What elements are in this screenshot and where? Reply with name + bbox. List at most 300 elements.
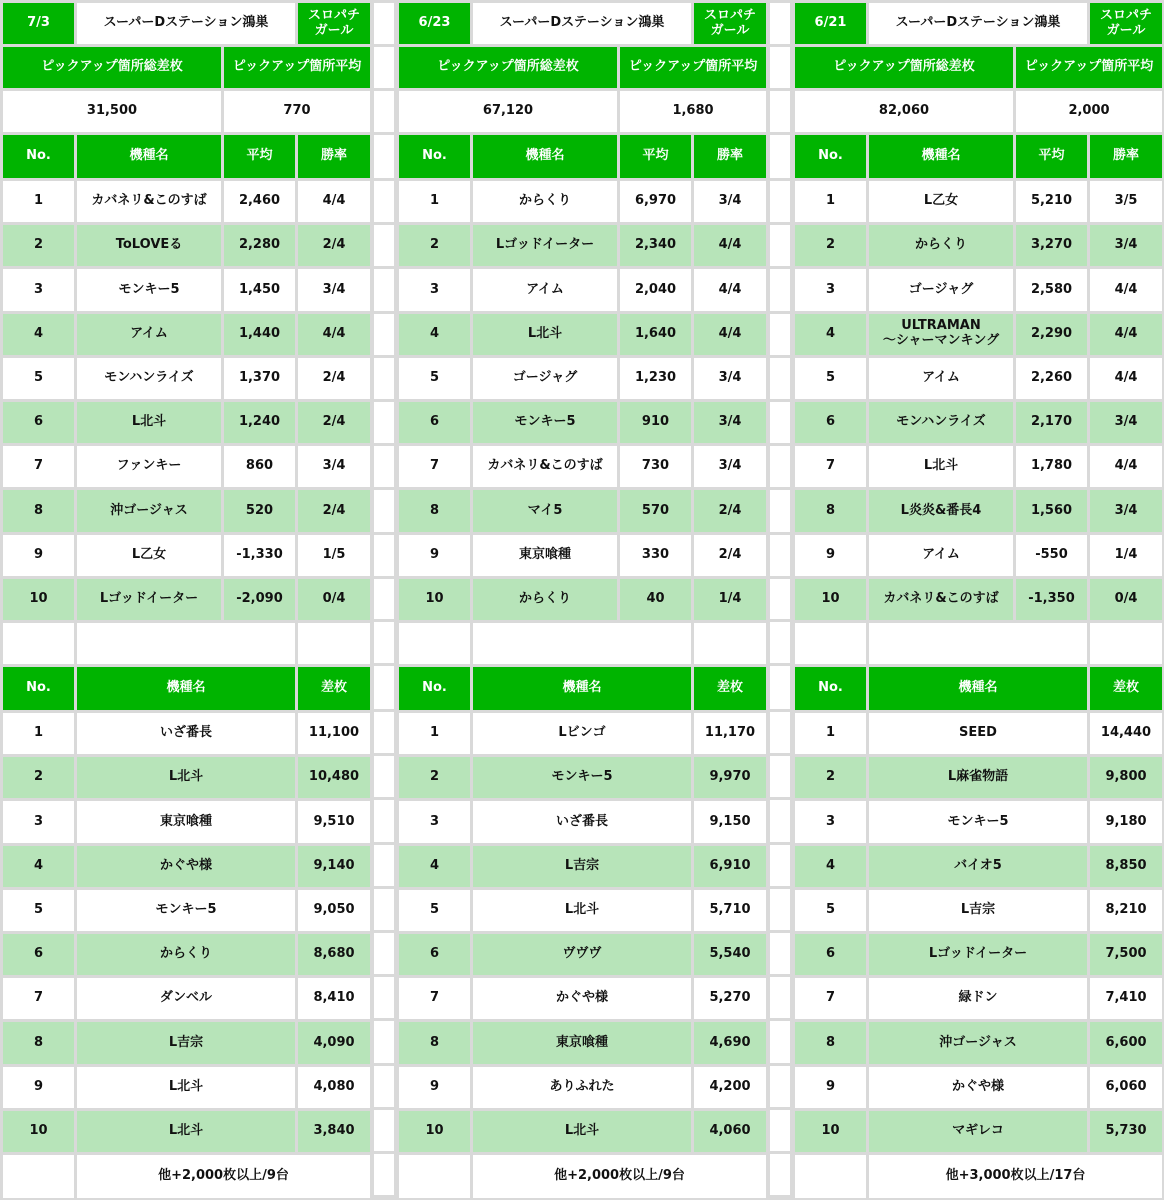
- row-number: 1: [3, 713, 74, 754]
- model-name: 沖ゴージャス: [869, 1022, 1087, 1063]
- model-name: かぐや様: [77, 846, 295, 887]
- gap-cell: [374, 91, 394, 132]
- gap-cell: [770, 47, 790, 88]
- row-number: 10: [3, 1111, 74, 1152]
- average-diff: 1,560: [1016, 490, 1087, 531]
- average-diff: 2,580: [1016, 269, 1087, 310]
- gap-cell: [770, 1021, 790, 1062]
- win-rate: 3/4: [298, 446, 370, 487]
- coin-diff: 11,100: [298, 713, 370, 754]
- win-rate: 3/4: [694, 181, 766, 222]
- ranking-row: [0, 222, 372, 266]
- gap-cell: [374, 269, 394, 310]
- model-name: カバネリ&このすば: [869, 579, 1013, 620]
- average-diff: 520: [224, 490, 295, 531]
- results-panel-6-23: [396, 0, 768, 1200]
- ranking-row: [792, 222, 1164, 266]
- row-number: 1: [795, 713, 866, 754]
- gap-cell: [374, 1110, 394, 1151]
- row-number: 5: [795, 890, 866, 931]
- row-number: 8: [795, 1022, 866, 1063]
- model-name: ゴージャグ: [869, 269, 1013, 310]
- win-rate: 2/4: [298, 402, 370, 443]
- win-rate: 4/4: [694, 314, 766, 355]
- ranking-row: [0, 443, 372, 487]
- machine-row: [0, 798, 372, 842]
- ranking-row: [792, 399, 1164, 443]
- model-name: ファンキー: [77, 446, 221, 487]
- coin-diff: 8,680: [298, 934, 370, 975]
- average-diff: 3,270: [1016, 225, 1087, 266]
- store-name: スーパーDステーション鴻巣: [473, 3, 691, 44]
- row-number: 6: [795, 402, 866, 443]
- ranking-row: [396, 178, 768, 222]
- ranking-row: [396, 399, 768, 443]
- row-number: 1: [399, 713, 470, 754]
- model-name: アイム: [869, 358, 1013, 399]
- model-name: モンキー5: [869, 801, 1087, 842]
- ranking-row: [792, 311, 1164, 355]
- row-number: 8: [3, 490, 74, 531]
- row-number: 2: [3, 225, 74, 266]
- coin-diff: 9,150: [694, 801, 766, 842]
- date-label: 6/23: [399, 3, 470, 44]
- gap-cell: [770, 1066, 790, 1107]
- model-name: ToLOVEる: [77, 225, 221, 266]
- row-number: 2: [399, 225, 470, 266]
- average-diff: 1,640: [620, 314, 691, 355]
- summary-total-header: ピックアップ箇所総差枚: [399, 47, 617, 88]
- coin-diff: 8,410: [298, 978, 370, 1019]
- machine-row: [0, 1019, 372, 1063]
- model-name: モンハンライズ: [77, 358, 221, 399]
- gap-cell: [374, 535, 394, 576]
- gap-cell: [770, 490, 790, 531]
- machine-row: [0, 1108, 372, 1152]
- machine-row: [396, 975, 768, 1019]
- coin-diff: 9,140: [298, 846, 370, 887]
- gap-cell: [770, 1110, 790, 1151]
- row-number: 5: [3, 358, 74, 399]
- col-model-header: 機種名: [869, 667, 1087, 710]
- model-name: かぐや様: [473, 978, 691, 1019]
- machine-row: [792, 843, 1164, 887]
- date-label: 6/21: [795, 3, 866, 44]
- coin-diff: 10,480: [298, 757, 370, 798]
- gap-cell: [770, 622, 790, 663]
- coin-diff: 5,710: [694, 890, 766, 931]
- model-name: からくり: [473, 181, 617, 222]
- row-number: 4: [3, 314, 74, 355]
- col-diff-header: 差枚: [694, 667, 766, 710]
- footer-blank-cell: [399, 1155, 470, 1198]
- coin-diff: 7,410: [1090, 978, 1162, 1019]
- average-diff: 6,970: [620, 181, 691, 222]
- win-rate: 0/4: [1090, 579, 1162, 620]
- ranking-row: [0, 532, 372, 576]
- model-name: SEED: [869, 713, 1087, 754]
- model-name: ヴヴヴ: [473, 934, 691, 975]
- model-name: L北斗: [473, 890, 691, 931]
- ranking-row: [792, 532, 1164, 576]
- row-number: 7: [399, 446, 470, 487]
- machine-header-row: [792, 664, 1164, 710]
- store-name: スーパーDステーション鴻巣: [77, 3, 295, 44]
- footer-blank-cell: [795, 1155, 866, 1198]
- model-name: L乙女: [869, 181, 1013, 222]
- gap-cell: [770, 535, 790, 576]
- average-diff: 40: [620, 579, 691, 620]
- model-name: いざ番長: [473, 801, 691, 842]
- win-rate: 3/4: [694, 446, 766, 487]
- gap-cell: [770, 3, 790, 44]
- spacer-cell: [473, 623, 691, 664]
- gap-cell: [374, 579, 394, 619]
- footer-note: 他+2,000枚以上/9台: [473, 1155, 766, 1198]
- gap-cell: [374, 933, 394, 974]
- row-number: 4: [3, 846, 74, 887]
- gap-cell: [374, 622, 394, 663]
- row-number: 6: [399, 402, 470, 443]
- slopachi-girl-badge: スロパチ ガール: [298, 3, 370, 44]
- row-number: 9: [3, 535, 74, 576]
- row-number: 2: [795, 757, 866, 798]
- row-number: 7: [795, 978, 866, 1019]
- row-number: 10: [3, 579, 74, 620]
- col-average-header: 平均: [1016, 135, 1087, 178]
- summary-average-value: 2,000: [1016, 91, 1162, 132]
- row-number: 5: [795, 358, 866, 399]
- gap-cell: [374, 446, 394, 487]
- col-no-header: No.: [399, 667, 470, 710]
- gap-cell: [770, 579, 790, 619]
- row-number: 9: [795, 535, 866, 576]
- win-rate: 2/4: [298, 225, 370, 266]
- machine-row: [396, 931, 768, 975]
- gap-cell: [770, 712, 790, 753]
- gap-cell: [770, 446, 790, 487]
- machine-header-row: [0, 664, 372, 710]
- row-number: 3: [795, 801, 866, 842]
- ranking-row: [0, 399, 372, 443]
- slopachi-girl-badge: スロパチ ガール: [694, 3, 766, 44]
- win-rate: 2/4: [694, 490, 766, 531]
- row-number: 9: [399, 535, 470, 576]
- gap-cell: [374, 977, 394, 1018]
- ranking-row: [396, 443, 768, 487]
- summary-header-row: [396, 44, 768, 88]
- average-diff: 2,290: [1016, 314, 1087, 355]
- title-row: [792, 0, 1164, 44]
- gap-cell: [770, 225, 790, 266]
- gap-cell: [770, 91, 790, 132]
- row-number: 3: [3, 269, 74, 310]
- average-diff: 1,780: [1016, 446, 1087, 487]
- win-rate: 3/4: [1090, 490, 1162, 531]
- model-name: 東京喰種: [473, 535, 617, 576]
- gap-cell: [374, 1021, 394, 1062]
- model-name: かぐや様: [869, 1067, 1087, 1108]
- summary-average-value: 770: [224, 91, 370, 132]
- machine-row: [792, 887, 1164, 931]
- results-panel-7-3: [0, 0, 372, 1200]
- summary-total-header: ピックアップ箇所総差枚: [795, 47, 1013, 88]
- average-diff: 2,260: [1016, 358, 1087, 399]
- average-diff: 570: [620, 490, 691, 531]
- model-name: L吉宗: [473, 846, 691, 887]
- coin-diff: 14,440: [1090, 713, 1162, 754]
- model-name: アイム: [473, 269, 617, 310]
- model-name: バイオ5: [869, 846, 1087, 887]
- model-name: 東京喰種: [77, 801, 295, 842]
- win-rate: 4/4: [298, 314, 370, 355]
- gap-cell: [374, 181, 394, 222]
- win-rate: 1/4: [1090, 535, 1162, 576]
- footer-note: 他+2,000枚以上/9台: [77, 1155, 370, 1198]
- row-number: 2: [399, 757, 470, 798]
- footer-row: [792, 1152, 1164, 1198]
- gap-cell: [374, 358, 394, 399]
- gap-cell: [770, 800, 790, 841]
- ranking-row: [792, 443, 1164, 487]
- win-rate: 4/4: [298, 181, 370, 222]
- coin-diff: 4,060: [694, 1111, 766, 1152]
- ranking-row: [792, 487, 1164, 531]
- model-name: Lゴッドイーター: [473, 225, 617, 266]
- ranking-header-row: [0, 132, 372, 178]
- row-number: 7: [795, 446, 866, 487]
- win-rate: 4/4: [1090, 269, 1162, 310]
- coin-diff: 9,800: [1090, 757, 1162, 798]
- gap-cell: [374, 1066, 394, 1107]
- model-name: L吉宗: [77, 1022, 295, 1063]
- summary-value-row: [792, 88, 1164, 132]
- row-number: 9: [399, 1067, 470, 1108]
- col-model-header: 機種名: [77, 667, 295, 710]
- ranking-row: [792, 355, 1164, 399]
- gap-cell: [770, 889, 790, 930]
- coin-diff: 4,080: [298, 1067, 370, 1108]
- gap-cell: [770, 402, 790, 443]
- row-number: 4: [399, 846, 470, 887]
- model-name: L麻雀物語: [869, 757, 1087, 798]
- spacer-row: [0, 620, 372, 664]
- model-name: モンキー5: [77, 269, 221, 310]
- average-diff: 2,280: [224, 225, 295, 266]
- spacer-cell: [3, 623, 74, 664]
- col-average-header: 平均: [224, 135, 295, 178]
- ranking-row: [0, 355, 372, 399]
- gap-cell: [374, 800, 394, 841]
- footer-row: [0, 1152, 372, 1198]
- col-average-header: 平均: [620, 135, 691, 178]
- row-number: 9: [795, 1067, 866, 1108]
- average-diff: 2,170: [1016, 402, 1087, 443]
- summary-average-value: 1,680: [620, 91, 766, 132]
- model-name: いざ番長: [77, 713, 295, 754]
- col-no-header: No.: [795, 135, 866, 178]
- average-diff: 2,460: [224, 181, 295, 222]
- model-name: Lビンゴ: [473, 713, 691, 754]
- model-name: アイム: [869, 535, 1013, 576]
- col-winrate-header: 勝率: [694, 135, 766, 178]
- gap-cell: [770, 181, 790, 222]
- average-diff: -550: [1016, 535, 1087, 576]
- machine-row: [396, 887, 768, 931]
- row-number: 10: [399, 1111, 470, 1152]
- model-name: モンキー5: [77, 890, 295, 931]
- model-name: Lゴッドイーター: [77, 579, 221, 620]
- machine-row: [0, 887, 372, 931]
- coin-diff: 3,840: [298, 1111, 370, 1152]
- coin-diff: 4,090: [298, 1022, 370, 1063]
- summary-total-value: 31,500: [3, 91, 221, 132]
- machine-row: [0, 1064, 372, 1108]
- row-number: 10: [795, 1111, 866, 1152]
- win-rate: 4/4: [1090, 358, 1162, 399]
- model-name: L北斗: [77, 402, 221, 443]
- model-name: Lゴッドイーター: [869, 934, 1087, 975]
- win-rate: 1/4: [694, 579, 766, 620]
- average-diff: -2,090: [224, 579, 295, 620]
- gap-cell: [770, 977, 790, 1018]
- average-diff: 1,230: [620, 358, 691, 399]
- machine-row: [0, 710, 372, 754]
- row-number: 3: [399, 801, 470, 842]
- title-row: [0, 0, 372, 44]
- spacer-cell: [1090, 623, 1162, 664]
- win-rate: 3/4: [694, 402, 766, 443]
- machine-row: [0, 975, 372, 1019]
- machine-row: [396, 798, 768, 842]
- row-number: 6: [399, 934, 470, 975]
- row-number: 6: [795, 934, 866, 975]
- machine-row: [792, 1064, 1164, 1108]
- summary-header-row: [0, 44, 372, 88]
- summary-value-row: [396, 88, 768, 132]
- ranking-row: [396, 222, 768, 266]
- model-name: L吉宗: [869, 890, 1087, 931]
- gap-cell: [374, 47, 394, 88]
- model-name: L炎炎&番長4: [869, 490, 1013, 531]
- model-name: L北斗: [473, 1111, 691, 1152]
- ranking-row: [0, 576, 372, 620]
- spacer-cell: [399, 623, 470, 664]
- win-rate: 2/4: [694, 535, 766, 576]
- coin-diff: 9,180: [1090, 801, 1162, 842]
- win-rate: 1/5: [298, 535, 370, 576]
- col-model-header: 機種名: [473, 667, 691, 710]
- row-number: 7: [399, 978, 470, 1019]
- coin-diff: 5,730: [1090, 1111, 1162, 1152]
- row-number: 1: [3, 181, 74, 222]
- model-name: からくり: [473, 579, 617, 620]
- gap-cell: [770, 1154, 790, 1195]
- average-diff: 2,040: [620, 269, 691, 310]
- model-name: からくり: [77, 934, 295, 975]
- col-model-header: 機種名: [473, 135, 617, 178]
- model-name: マギレコ: [869, 1111, 1087, 1152]
- row-number: 4: [399, 314, 470, 355]
- machine-row: [0, 843, 372, 887]
- model-name: L北斗: [473, 314, 617, 355]
- model-name: 沖ゴージャス: [77, 490, 221, 531]
- model-name: ゴージャグ: [473, 358, 617, 399]
- gap-cell: [770, 666, 790, 709]
- win-rate: 3/4: [1090, 402, 1162, 443]
- col-no-header: No.: [795, 667, 866, 710]
- gap-cell: [374, 1154, 394, 1195]
- store-name: スーパーDステーション鴻巣: [869, 3, 1087, 44]
- average-diff: 910: [620, 402, 691, 443]
- ranking-row: [0, 311, 372, 355]
- spacer-cell: [298, 623, 370, 664]
- gap-cell: [374, 756, 394, 797]
- model-name: L北斗: [77, 1067, 295, 1108]
- coin-diff: 8,850: [1090, 846, 1162, 887]
- model-name: からくり: [869, 225, 1013, 266]
- coin-diff: 4,200: [694, 1067, 766, 1108]
- coin-diff: 8,210: [1090, 890, 1162, 931]
- win-rate: 3/5: [1090, 181, 1162, 222]
- ranking-header-row: [396, 132, 768, 178]
- gap-cell: [374, 889, 394, 930]
- col-diff-header: 差枚: [298, 667, 370, 710]
- model-name: カバネリ&このすば: [77, 181, 221, 222]
- col-no-header: No.: [3, 667, 74, 710]
- coin-diff: 6,060: [1090, 1067, 1162, 1108]
- win-rate: 0/4: [298, 579, 370, 620]
- coin-diff: 7,500: [1090, 934, 1162, 975]
- spacer-cell: [77, 623, 295, 664]
- machine-row: [396, 710, 768, 754]
- row-number: 3: [795, 269, 866, 310]
- gap-cell: [374, 712, 394, 753]
- ranking-row: [396, 532, 768, 576]
- col-winrate-header: 勝率: [298, 135, 370, 178]
- machine-row: [792, 931, 1164, 975]
- coin-diff: 9,050: [298, 890, 370, 931]
- footer-note: 他+3,000枚以上/17台: [869, 1155, 1162, 1198]
- ranking-row: [792, 576, 1164, 620]
- average-diff: 330: [620, 535, 691, 576]
- gap-cell: [374, 845, 394, 886]
- col-model-header: 機種名: [869, 135, 1013, 178]
- gap-cell: [770, 933, 790, 974]
- model-name: ダンベル: [77, 978, 295, 1019]
- footer-blank-cell: [3, 1155, 74, 1198]
- machine-row: [396, 843, 768, 887]
- col-diff-header: 差枚: [1090, 667, 1162, 710]
- machine-row: [792, 710, 1164, 754]
- model-name: 東京喰種: [473, 1022, 691, 1063]
- average-diff: 1,440: [224, 314, 295, 355]
- row-number: 1: [795, 181, 866, 222]
- win-rate: 4/4: [1090, 314, 1162, 355]
- ranking-row: [396, 355, 768, 399]
- win-rate: 2/4: [298, 490, 370, 531]
- machine-row: [396, 1064, 768, 1108]
- row-number: 5: [399, 890, 470, 931]
- coin-diff: 9,510: [298, 801, 370, 842]
- row-number: 2: [795, 225, 866, 266]
- model-name: L北斗: [77, 757, 295, 798]
- model-name: 緑ドン: [869, 978, 1087, 1019]
- row-number: 6: [3, 402, 74, 443]
- summary-value-row: [0, 88, 372, 132]
- spacer-cell: [869, 623, 1087, 664]
- coin-diff: 11,170: [694, 713, 766, 754]
